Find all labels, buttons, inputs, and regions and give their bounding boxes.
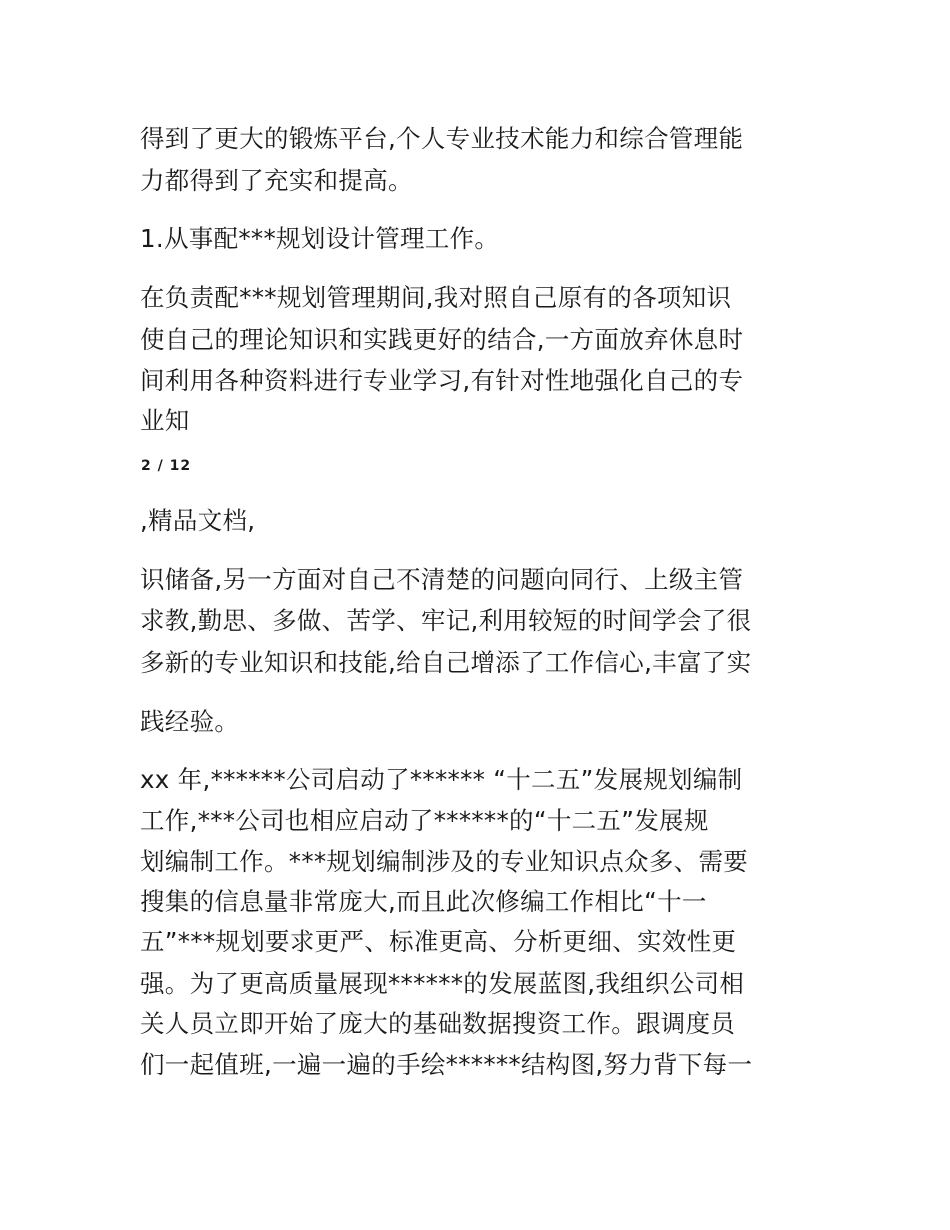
paragraph-line: 间利用各种资料进行专业学习,有针对性地强化自己的专 xyxy=(140,366,744,395)
section-heading: 1.从事配***规划设计管理工作。 xyxy=(140,224,500,253)
paragraph-line: 使自己的理论知识和实践更好的结合,一方面放弃休息时 xyxy=(140,325,744,354)
paragraph-line: 们一起值班,一遍一遍的手绘******结构图,努力背下每一 xyxy=(140,1050,753,1079)
paragraph-line: 求教,勤思、多做、苦学、牢记,利用较短的时间学会了很 xyxy=(140,606,752,635)
page-header: ,精品文档, xyxy=(140,506,256,535)
paragraph-line: 力都得到了充实和提高。 xyxy=(140,166,413,195)
paragraph-line: 搜集的信息量非常庞大,而且此次修编工作相比“十一 xyxy=(140,887,707,916)
paragraph-line: 工作,***公司也相应启动了******的“十二五”发展规 xyxy=(140,806,709,835)
paragraph-line: 多新的专业知识和技能,给自己增添了工作信心,丰富了实 xyxy=(140,648,752,677)
paragraph-line: 关人员立即开始了庞大的基础数据搜资工作。跟调度员 xyxy=(140,1009,736,1038)
page-number: 2 / 12 xyxy=(141,458,192,474)
paragraph-line: 得到了更大的锻炼平台,个人专业技术能力和综合管理能 xyxy=(140,124,744,153)
paragraph-line: 五”***规划要求更严、标准更高、分析更细、实效性更 xyxy=(140,927,737,956)
paragraph-line: 在负责配***规划管理期间,我对照自己原有的各项知识 xyxy=(140,283,732,312)
paragraph-line: 划编制工作。***规划编制涉及的专业知识点众多、需要 xyxy=(140,847,749,876)
paragraph-line: 践经验。 xyxy=(140,707,240,736)
paragraph-line: xx 年,******公司启动了****** “十二五”发展规划编制 xyxy=(140,765,743,794)
paragraph-line: 业知 xyxy=(140,406,190,435)
paragraph-line: 强。为了更高质量展现******的发展蓝图,我组织公司相 xyxy=(140,969,745,998)
paragraph-line: 识储备,另一方面对自己不清楚的问题向同行、上级主管 xyxy=(140,565,744,594)
